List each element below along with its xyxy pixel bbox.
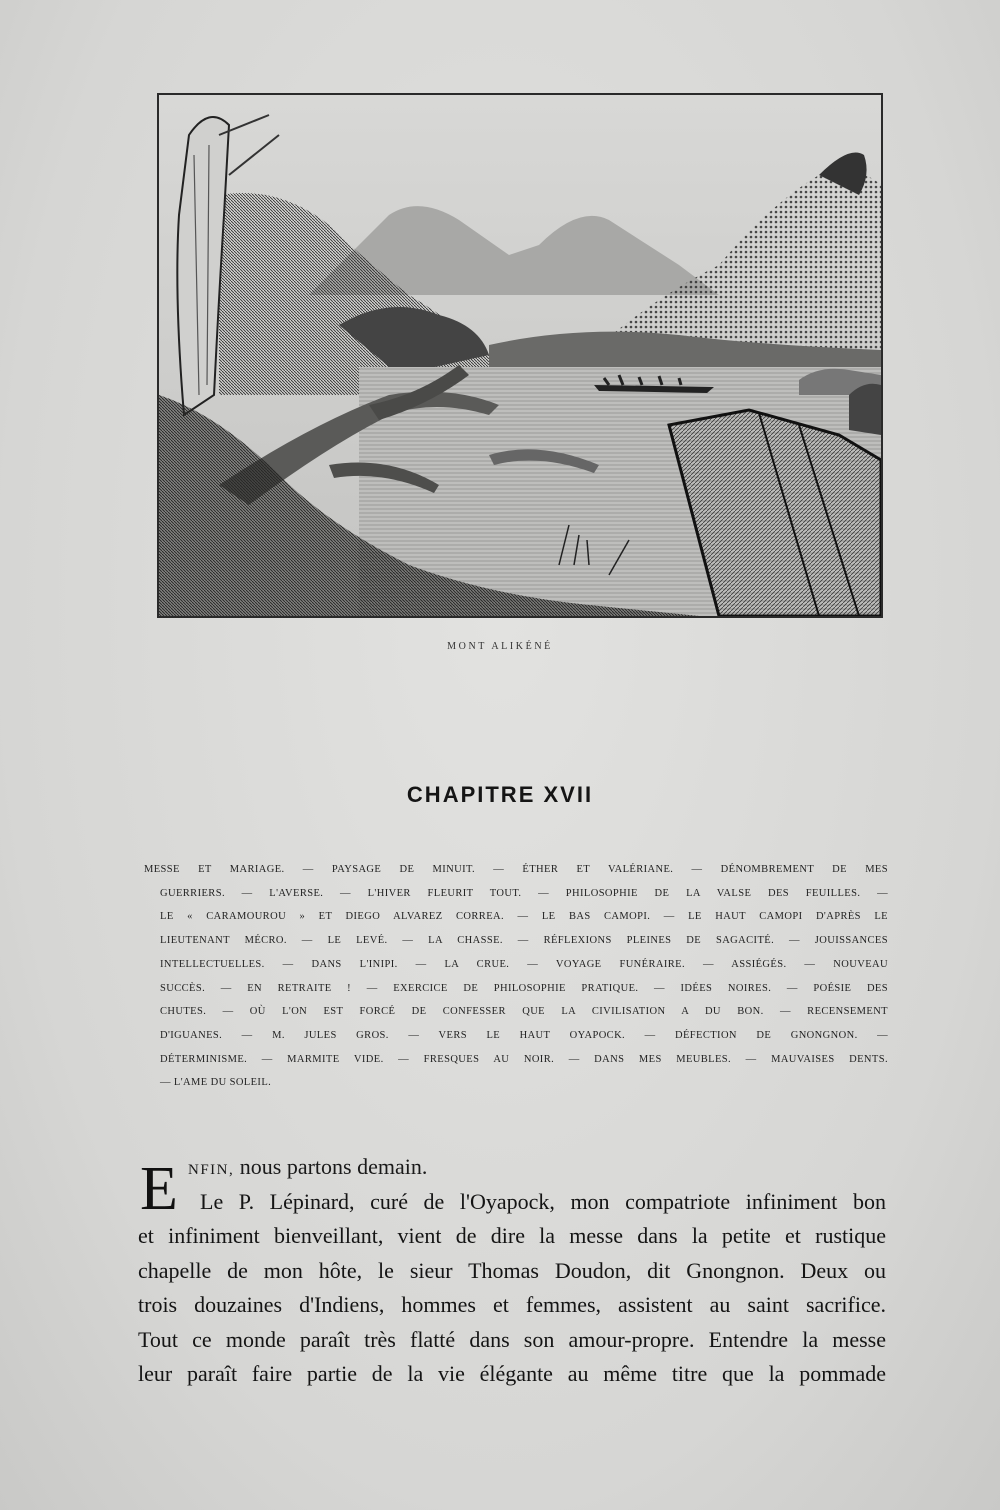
body-line: Tout ce monde paraît très flatté dans son amour-propre. Entendre la messe bbox=[138, 1326, 886, 1352]
summary-line: SUCCÈS. — EN RETRAITE ! — EXERCICE DE PHILOSOPHIE PRATIQUE. — IDÉES NOIRES. — POÉSIE DES bbox=[160, 982, 888, 994]
body-line: leur paraît faire partie de la vie élégante au même titre que la pommade bbox=[138, 1361, 886, 1386]
illustration-caption: MONT ALIKÉNÉ bbox=[447, 641, 553, 652]
summary-line: CHUTES. — OÙ L'ON EST FORCÉ DE CONFESSER QUE LA CIVILISATION A DU BON. — RECENSEMENT bbox=[160, 1006, 888, 1018]
body-spacer bbox=[138, 1150, 886, 1185]
body-text bbox=[138, 1150, 886, 1392]
drop-cap: E bbox=[140, 1155, 178, 1223]
summary-line: LE « CARAMOUROU » ET DIEGO ALVAREZ CORREA. — LE BAS CAMOPI. — LE HAUT CAMOPI D'APRÈS LE bbox=[160, 911, 888, 923]
first-word-smallcaps: NFIN, bbox=[188, 1162, 235, 1178]
summary-line: LIEUTENANT MÉCRO. — LE LEVÉ. — LA CHASSE. — RÉFLEXIONS PLEINES DE SAGACITÉ. — JOUISSANCES bbox=[160, 935, 888, 947]
river-landscape-engraving bbox=[159, 95, 881, 616]
summary-line: INTELLECTUELLES. — DANS L'INIPI. — LA CRUE. — VOYAGE FUNÉRAIRE. — ASSIÉGÉS. — NOUVEAU bbox=[160, 958, 888, 970]
body-line: trois douzaines d'Indiens, hommes et femmes, assistent au saint sacrifice. bbox=[138, 1292, 886, 1317]
summary-line: GUERRIERS. — L'AVERSE. — L'HIVER FLEURIT TOUT. — PHILOSOPHIE DE LA VALSE DES FEUILLES. — bbox=[160, 887, 888, 899]
body-line: Le P. Lépinard, curé de l'Oyapock, mon compatriote infiniment bon bbox=[200, 1188, 886, 1214]
summary-line: MESSE ET MARIAGE. — PAYSAGE DE MINUIT. — ÉTHER ET VALÉRIANE. — DÉNOMBREMENT DE MES bbox=[144, 864, 888, 875]
chapter-title: CHAPITRE XVII bbox=[406, 782, 594, 807]
body-line: et infiniment bienveillant, vient de dire la messe dans la petite et rustique bbox=[138, 1223, 886, 1248]
chapter-summary bbox=[144, 858, 888, 1095]
engraving-illustration bbox=[157, 93, 883, 618]
body-line: chapelle de mon hôte, le sieur Thomas Doudon, dit Gnongnon. Deux ou bbox=[138, 1257, 886, 1283]
summary-line: D'IGUANES. — M. JULES GROS. — VERS LE HAUT OYAPOCK. — DÉFECTION DE GNONGNON. — bbox=[160, 1029, 888, 1041]
summary-line: — L'AME DU SOLEIL. bbox=[160, 1077, 272, 1089]
first-line-rest: nous partons demain. bbox=[234, 1154, 428, 1179]
summary-line: DÉTERMINISME. — MARMITE VIDE. — FRESQUES AU NOIR. — DANS MES MEUBLES. — MAUVAISES DENTS. bbox=[160, 1053, 888, 1065]
